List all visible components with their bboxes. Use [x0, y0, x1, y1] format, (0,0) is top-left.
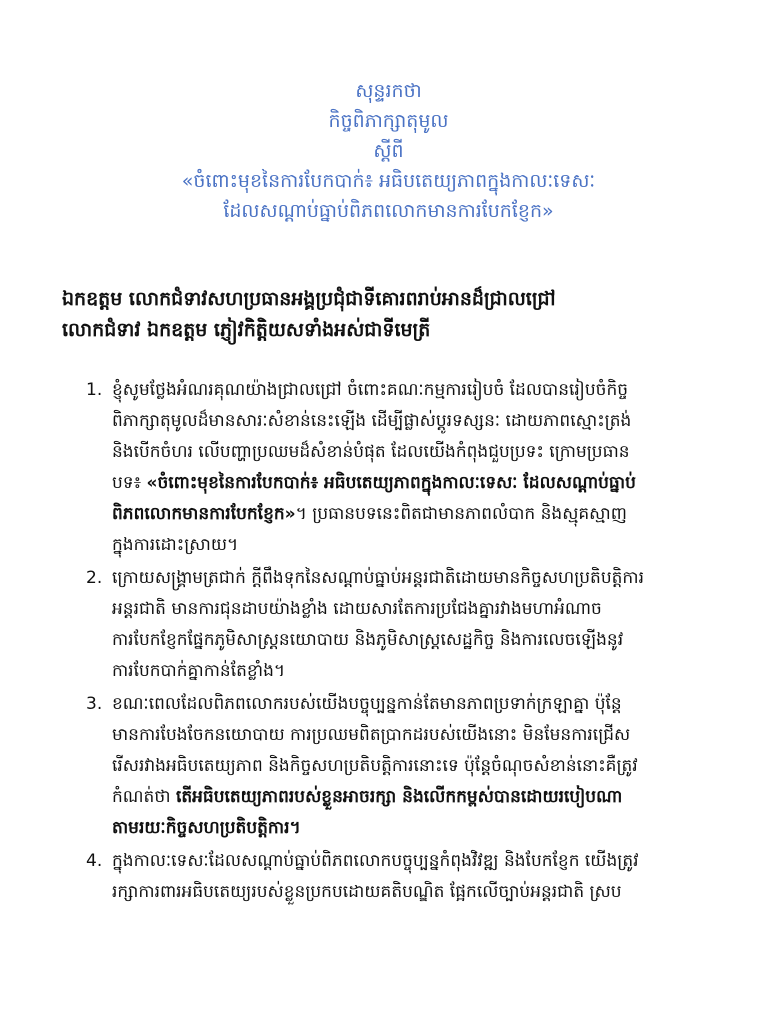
item-line: ពិភាក្សាតុមូលដ៏មានសារៈសំខាន់នេះឡើង ដើម្បីផ្លាស់ប្តូរទស្សនៈ ដោយភាពស្មោះត្រង់	[112, 411, 632, 431]
item-number: 2.	[86, 568, 103, 588]
item-line	[112, 782, 726, 813]
item-text: ។ ប្រធានបទនេះពិតជាមានភាពលំបាក និងស្មុគស្មាញ	[295, 504, 627, 524]
item-bold-text: «ចំពោះមុខនៃការបែកបាក់៖ អធិបតេយ្យភាពក្នុងកាលៈទេសៈ ដែលសណ្តាប់ធ្នាប់	[146, 473, 636, 493]
item-line: ខណៈពេលដែលពិភពលោករបស់យើងបច្ចុប្បន្នកាន់តែមានភាពប្រទាក់ក្រឡាគ្នា ប៉ុន្តែ	[112, 694, 622, 714]
item-bold-text: ពិភពលោកមានការបែកខ្ញែក»	[112, 504, 296, 524]
item-line: ការបែកខ្ញែកផ្នែកភូមិសាស្ត្រនយោបាយ និងភូមិសាស្ត្រសេដ្ឋកិច្ច និងការលេចឡើងនូវ	[112, 630, 624, 650]
item-line: រើសរវាងអធិបតេយ្យភាព និងកិច្ចសហប្រតិបត្តិការនោះទេ ប៉ុន្តែចំណុចសំខាន់នោះគឺត្រូវ	[112, 756, 638, 776]
item-line	[112, 468, 726, 499]
title-line: កិច្ចពិភាក្សាតុមូល	[328, 110, 449, 132]
item-line	[112, 499, 726, 530]
list-item	[86, 846, 726, 908]
speech-title	[60, 76, 717, 226]
item-line: ខ្ញុំសូមថ្លែងអំណរគុណយ៉ាងជ្រាលជ្រៅ ចំពោះគណៈកម្មការរៀបចំ ដែលបានរៀបចំកិច្ច	[112, 380, 629, 400]
item-number: 4.	[86, 851, 103, 871]
item-text: បទ៖	[112, 473, 147, 493]
item-line: ក្នុងការដោះស្រាយ។	[112, 535, 239, 555]
list-item	[86, 689, 726, 844]
list-item	[86, 375, 726, 561]
item-number: 3.	[86, 694, 103, 714]
item-line: ការបែកបាក់គ្នាកាន់តែខ្លាំង។	[112, 661, 286, 681]
list-item	[86, 563, 726, 687]
item-line: ក្នុងកាលៈទេសៈដែលសណ្តាប់ធ្នាប់ពិភពលោកបច្ចុប្បន្នកំពុងវិវឌ្ឍ និងបែកខ្ញែក យើងត្រូវ	[112, 851, 639, 871]
item-line: អន្តរជាតិ មានការជុនដាបយ៉ាងខ្លាំង ដោយសារតែការប្រជែងគ្នារវាងមហាអំណាច	[112, 599, 602, 619]
item-text: កំណត់ថា	[112, 787, 176, 807]
item-line: រក្សាការពារអធិបតេយ្យរបស់ខ្លួនប្រកបដោយគតិបណ្ឌិត ផ្អែកលើច្បាប់អន្តរជាតិ ស្រប	[112, 882, 622, 902]
salutation-line: ឯកឧត្តម លោកជំទាវសហប្រធានអង្គប្រជុំជាទីគោរពរាប់អានដ៏ជ្រាលជ្រៅ	[62, 288, 556, 310]
salutation-line: លោកជំទាវ ឯកឧត្តម ភ្ញៀវកិត្តិយសទាំងអស់ជាទីមេត្រី	[62, 319, 431, 341]
item-line: និងបើកចំហរ លើបញ្ហាប្រឈមដ៏សំខាន់បំផុត ដែលយើងកំពុងជួបប្រទះ ក្រោមប្រធាន	[112, 442, 630, 462]
item-line: ក្រោយសង្គ្រាមត្រជាក់ ក្តីពឹងទុកនៃសណ្តាប់ធ្នាប់អន្តរជាតិដោយមានកិច្ចសហប្រតិបត្តិការ	[112, 568, 645, 588]
title-line: សុន្ទរកថា	[355, 80, 422, 102]
title-line: ដែលសណ្តាប់ធ្នាប់ពិភពលោកមានការបែកខ្ញែក»	[223, 200, 554, 222]
title-line: ស្តីពី	[373, 140, 404, 162]
salutation	[62, 284, 722, 346]
item-line: តាមរយៈកិច្ចសហប្រតិបត្តិការ។	[112, 818, 301, 838]
numbered-list	[86, 375, 726, 908]
item-bold-text: តើអធិបតេយ្យភាពរបស់ខ្លួនអាចរក្សា និងលើកកម្ពស់បានដោយរបៀបណា	[175, 787, 623, 807]
item-number: 1.	[86, 380, 103, 400]
title-line: «ចំពោះមុខនៃការបែកបាក់៖ អធិបតេយ្យភាពក្នុងកាលៈទេសៈ	[181, 170, 596, 192]
item-line: មានការបែងចែកនយោបាយ ការប្រឈមពិតប្រាកដរបស់យើងនោះ មិនមែនការជ្រើស	[112, 725, 631, 745]
